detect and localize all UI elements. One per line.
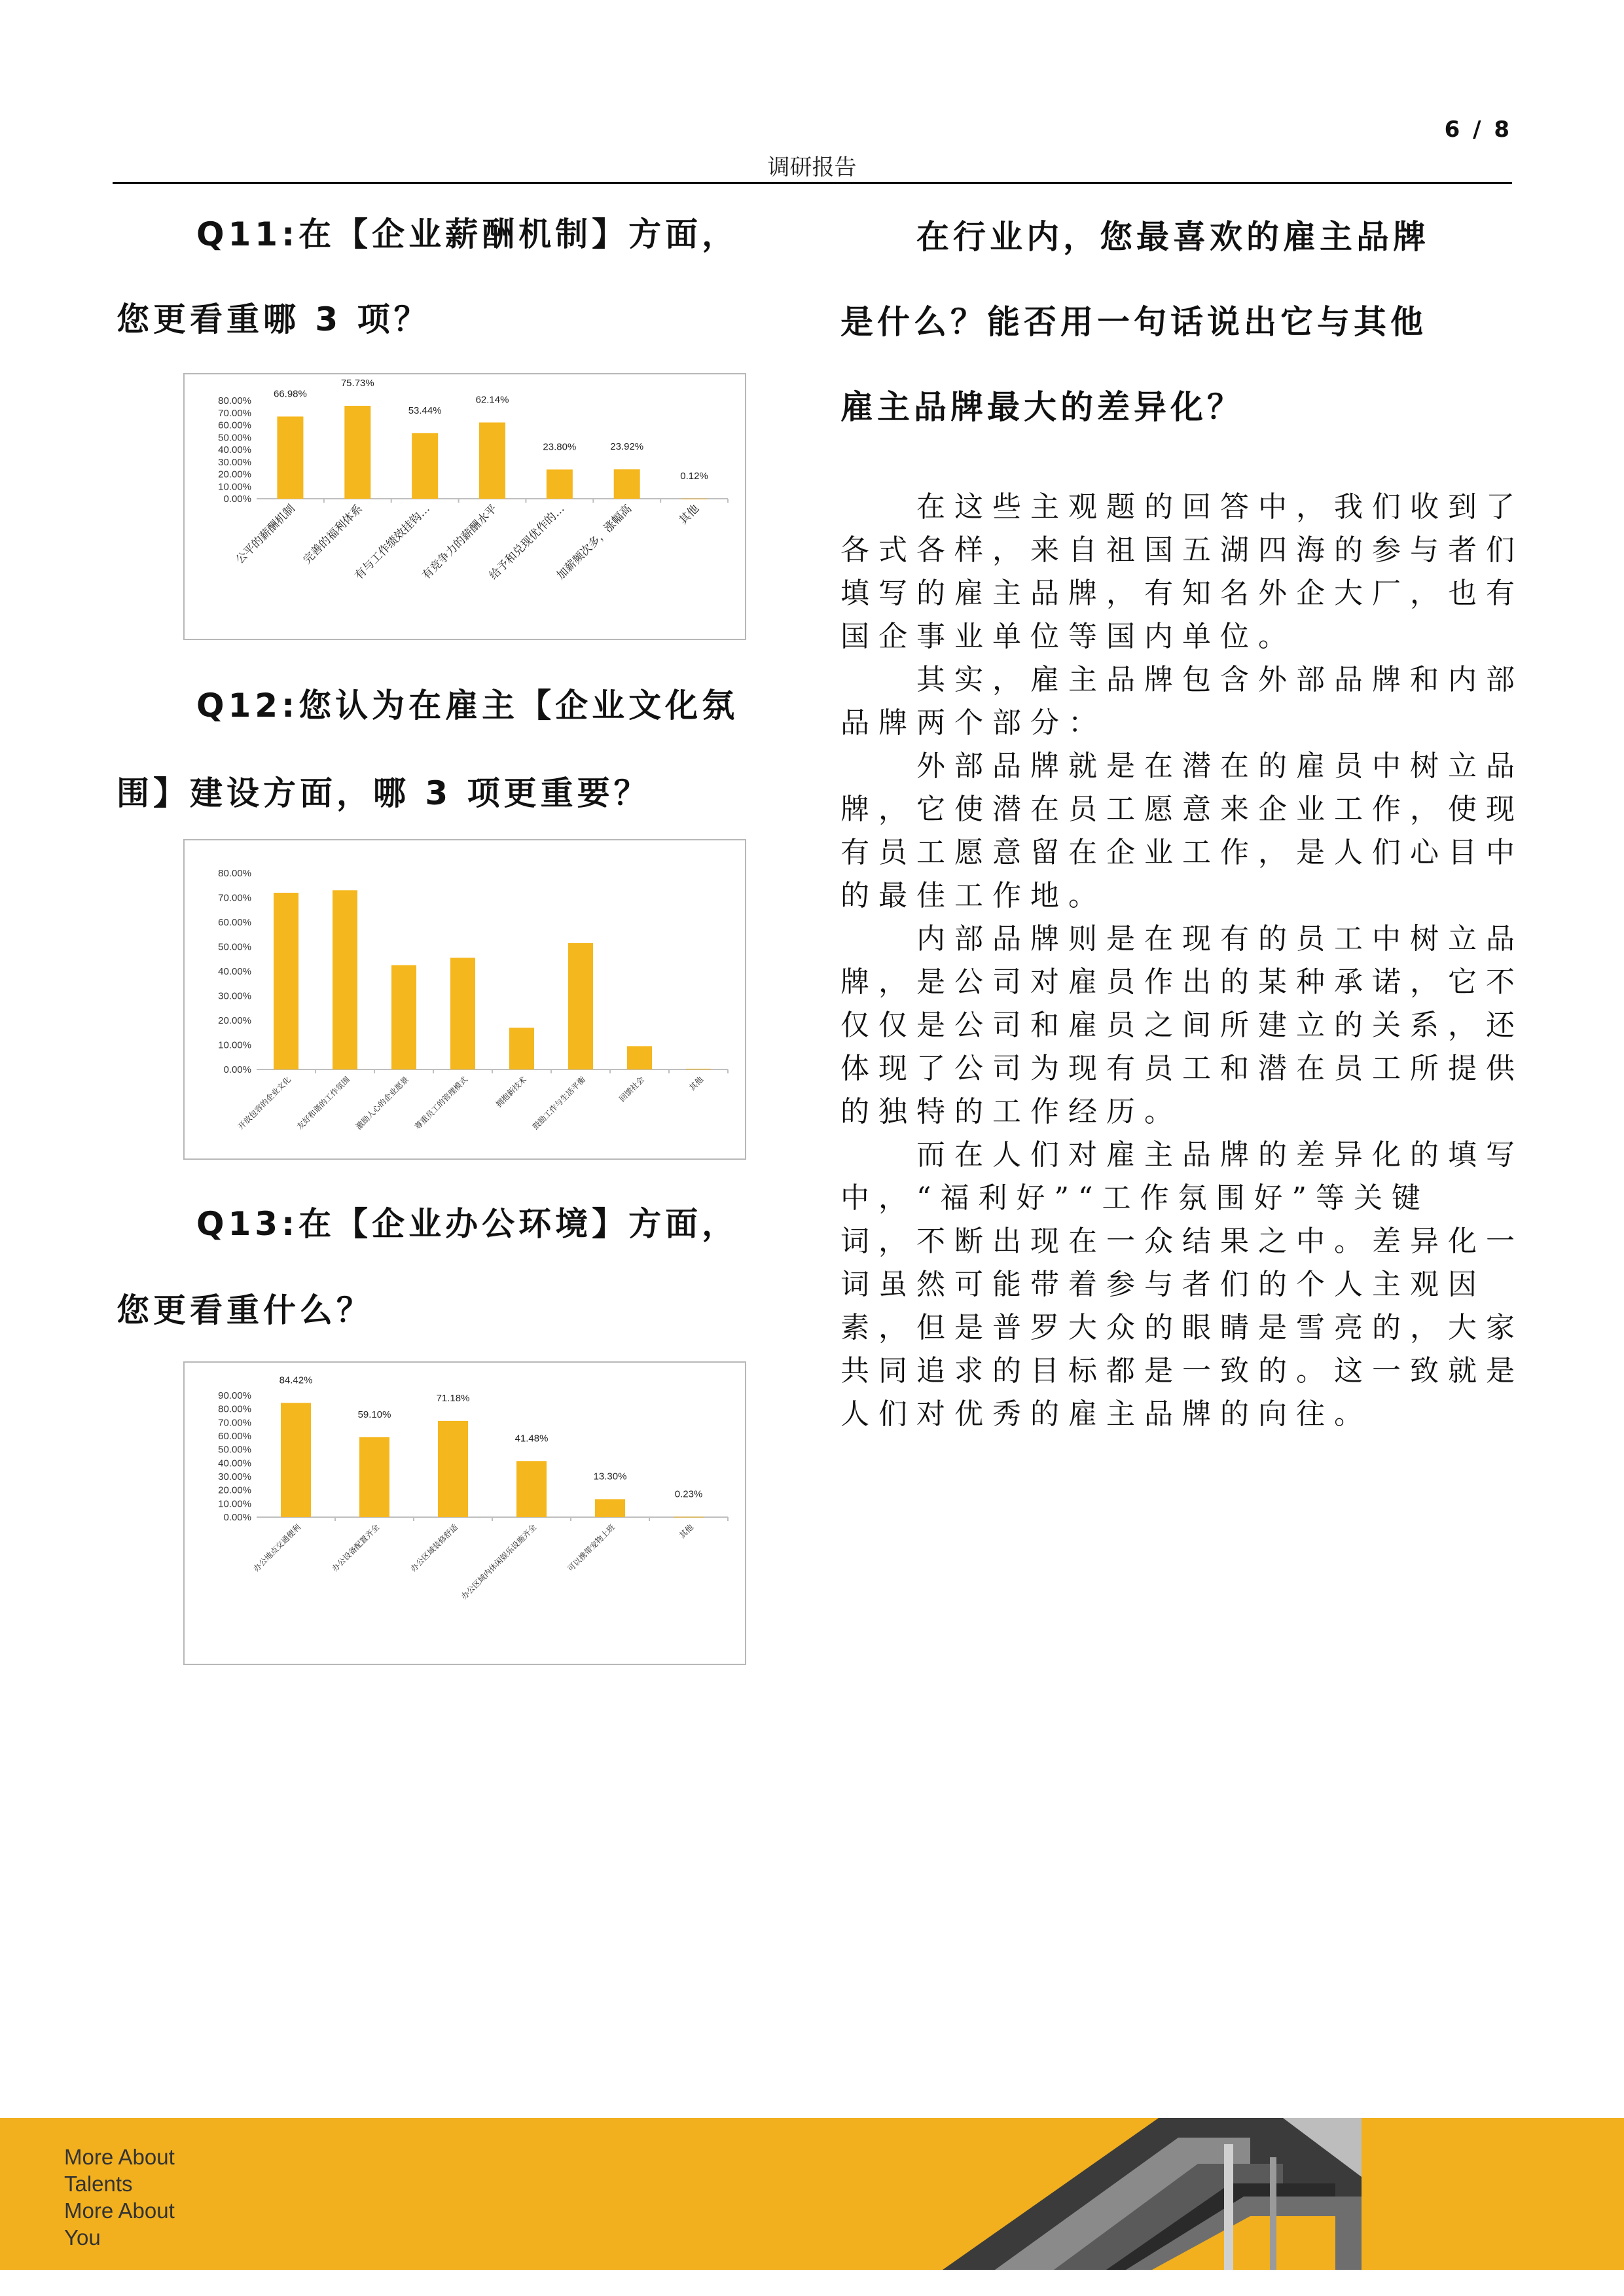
data-label: 23.80% [543, 441, 577, 453]
paragraph-line: 品牌两个部分： [840, 706, 1106, 740]
y-tick-label: 50.00% [218, 432, 251, 444]
y-tick-label: 10.00% [218, 481, 251, 493]
data-label: 59.10% [357, 1408, 391, 1420]
y-tick-label: 80.00% [218, 395, 251, 406]
paragraph-line: 而在人们对雇主品牌的差异化的填写 [840, 1138, 1524, 1172]
q13-title-line1: Q13:在【企业办公环境】方面， [196, 1205, 739, 1243]
category-label: 完善的福利体系 [300, 502, 365, 567]
category-label: 办公区域装修舒适 [408, 1522, 460, 1574]
paragraph-line: 内部品牌则是在现有的员工中树立品 [840, 922, 1524, 956]
page-number: 6 / 8 [1444, 117, 1512, 143]
category-label: 友好和谐的工作氛围 [295, 1075, 352, 1132]
bar [277, 416, 303, 499]
y-tick-label: 60.00% [218, 1431, 251, 1442]
bar [568, 943, 593, 1069]
bar [281, 1403, 311, 1517]
category-label: 给予和兑现优作的… [487, 502, 568, 583]
data-label: 23.92% [610, 441, 644, 453]
q11-title-line2: 您更看重哪 3 项？ [117, 300, 431, 338]
y-tick-label: 20.00% [218, 1484, 251, 1496]
paragraph-line: 填写的雇主品牌，有知名外企大厂，也有 [840, 577, 1524, 610]
y-tick-label: 80.00% [218, 868, 251, 879]
category-label: 有与工作绩效挂钩… [352, 502, 433, 583]
q13-title-line2: 您更看重什么？ [117, 1291, 373, 1329]
footer-line: More About [64, 2145, 175, 2169]
q13-chart-svg [185, 1363, 745, 1664]
y-tick-label: 70.00% [218, 407, 251, 419]
y-tick-label: 60.00% [218, 420, 251, 431]
paragraph-line: 在这些主观题的回答中，我们收到了 [840, 490, 1524, 524]
category-label: 其他 [676, 502, 702, 528]
brand-heading-line3: 雇主品牌最大的差异化？ [840, 388, 1244, 426]
bar [614, 469, 640, 499]
bar [359, 1437, 389, 1517]
data-label: 41.48% [514, 1433, 549, 1444]
paragraph-line: 中，“福利好”“工作氛围好”等关键 [840, 1181, 1430, 1215]
q12-chart [183, 839, 746, 1160]
y-tick-label: 0.00% [223, 1512, 251, 1523]
bar [333, 890, 357, 1069]
category-label: 其他 [687, 1075, 706, 1093]
paragraph-line: 牌，它使潜在员工愿意来企业工作，使现 [840, 793, 1524, 826]
bar [391, 965, 416, 1069]
brand-paragraph [840, 486, 1524, 1436]
y-tick-label: 20.00% [218, 1015, 251, 1026]
paragraph-line: 的最佳工作地。 [840, 879, 1106, 912]
paragraph-line: 体现了公司为现有员工和潜在员工所提供 [840, 1052, 1524, 1085]
paragraph-line: 仅仅是公司和雇员之间所建立的关系，还 [840, 1009, 1524, 1042]
q12-title-line2: 围】建设方面，哪 3 项更重要？ [117, 774, 651, 812]
category-label: 公平的薪酬机制 [233, 502, 298, 567]
y-tick-label: 0.00% [223, 1064, 251, 1075]
y-tick-label: 30.00% [218, 1471, 251, 1482]
y-tick-label: 50.00% [218, 941, 251, 953]
bar [344, 406, 370, 499]
paragraph-line: 词虽然可能带着参与者们的个人主观因 [840, 1268, 1486, 1301]
category-label: 开放包容的企业文化 [236, 1075, 293, 1132]
bar [509, 1028, 534, 1069]
footer-band [0, 2118, 1624, 2270]
bar [627, 1046, 652, 1069]
data-label: 62.14% [475, 394, 509, 406]
category-label: 尊重员工的管理模式 [412, 1075, 470, 1132]
y-tick-label: 40.00% [218, 444, 251, 456]
paragraph-line: 其实，雇主品牌包含外部品牌和内部 [840, 663, 1524, 696]
footer-line: Talents [64, 2172, 133, 2196]
q11-chart [183, 373, 746, 640]
y-tick-label: 50.00% [218, 1444, 251, 1456]
category-label: 回馈社会 [617, 1075, 647, 1104]
category-label: 办公设备配置齐全 [330, 1522, 382, 1574]
data-label: 0.23% [674, 1488, 703, 1500]
paragraph-line: 有员工愿意留在企业工作，是人们心目中 [840, 836, 1524, 869]
data-label: 53.44% [408, 404, 442, 416]
category-label: 激励人心的企业愿景 [353, 1075, 411, 1132]
y-tick-label: 20.00% [218, 469, 251, 480]
data-label: 75.73% [340, 378, 374, 389]
brand-heading-line2: 是什么？能否用一句话说出它与其他 [840, 303, 1427, 341]
paragraph-line: 词，不断出现在一众结果之中。差异化一 [840, 1225, 1524, 1258]
category-label: 有竞争力的薪酬水平 [420, 502, 500, 583]
y-tick-label: 70.00% [218, 892, 251, 904]
data-label: 0.12% [680, 470, 708, 482]
category-label: 其他 [677, 1522, 696, 1541]
category-label: 办公区域内休闲娱乐设施齐全 [459, 1522, 539, 1602]
y-tick-label: 80.00% [218, 1403, 251, 1415]
footer-line: More About [64, 2198, 175, 2223]
paragraph-line: 国企事业单位等国内单位。 [840, 620, 1296, 653]
paragraph-line: 共同追求的目标都是一致的。这一致就是 [840, 1354, 1524, 1388]
y-tick-label: 10.00% [218, 1039, 251, 1051]
q12-chart-svg [185, 840, 745, 1158]
footer-line: You [64, 2225, 101, 2250]
category-label: 加薪频次多，涨幅高 [554, 502, 635, 583]
bar [479, 422, 505, 499]
bar [412, 433, 438, 499]
category-label: 可以携带宠物上班 [566, 1522, 617, 1574]
q11-chart-svg [185, 374, 745, 639]
brand-heading-line1: 在行业内，您最喜欢的雇主品牌 [916, 218, 1430, 256]
paragraph-line: 各式各样，来自祖国五湖四海的参与者们 [840, 533, 1524, 567]
category-label: 鼓励工作与生活平衡 [530, 1075, 588, 1132]
bar [516, 1461, 547, 1517]
data-label: 13.30% [593, 1471, 627, 1482]
y-tick-label: 90.00% [218, 1390, 251, 1401]
paragraph-line: 人们对优秀的雇主品牌的向往。 [840, 1397, 1372, 1431]
q12-title-line1: Q12:您认为在雇主【企业文化氛 [196, 687, 739, 725]
bar [438, 1421, 468, 1517]
q11-title-line1: Q11:在【企业薪酬机制】方面， [196, 215, 739, 253]
q13-chart [183, 1361, 746, 1665]
category-label: 拥抱新技术 [494, 1075, 529, 1109]
paragraph-line: 的独特的工作经历。 [840, 1095, 1182, 1128]
y-tick-label: 40.00% [218, 1458, 251, 1469]
paragraph-line: 外部品牌就是在潜在的雇员中树立品 [840, 749, 1524, 783]
header-title: 调研报告 [767, 154, 857, 181]
y-tick-label: 0.00% [223, 493, 251, 505]
y-tick-label: 10.00% [218, 1498, 251, 1510]
paragraph-line: 牌，是公司对雇员作出的某种承诺，它不 [840, 965, 1524, 999]
y-tick-label: 60.00% [218, 917, 251, 928]
bar [547, 469, 573, 499]
y-tick-label: 70.00% [218, 1417, 251, 1429]
footer-architecture-image [943, 2118, 1362, 2270]
bar [274, 893, 298, 1069]
footer-slogan [64, 2144, 175, 2251]
data-label: 71.18% [436, 1392, 470, 1404]
paragraph-line: 素，但是普罗大众的眼睛是雪亮的，大家 [840, 1311, 1524, 1344]
y-tick-label: 30.00% [218, 456, 251, 468]
bar [450, 958, 475, 1069]
data-label: 84.42% [279, 1374, 313, 1386]
y-tick-label: 40.00% [218, 966, 251, 977]
category-label: 办公地点交通便利 [251, 1522, 303, 1574]
header-divider [113, 182, 1512, 184]
data-label: 66.98% [273, 388, 307, 400]
bar [595, 1499, 625, 1517]
bar [674, 1517, 704, 1518]
y-tick-label: 30.00% [218, 990, 251, 1002]
